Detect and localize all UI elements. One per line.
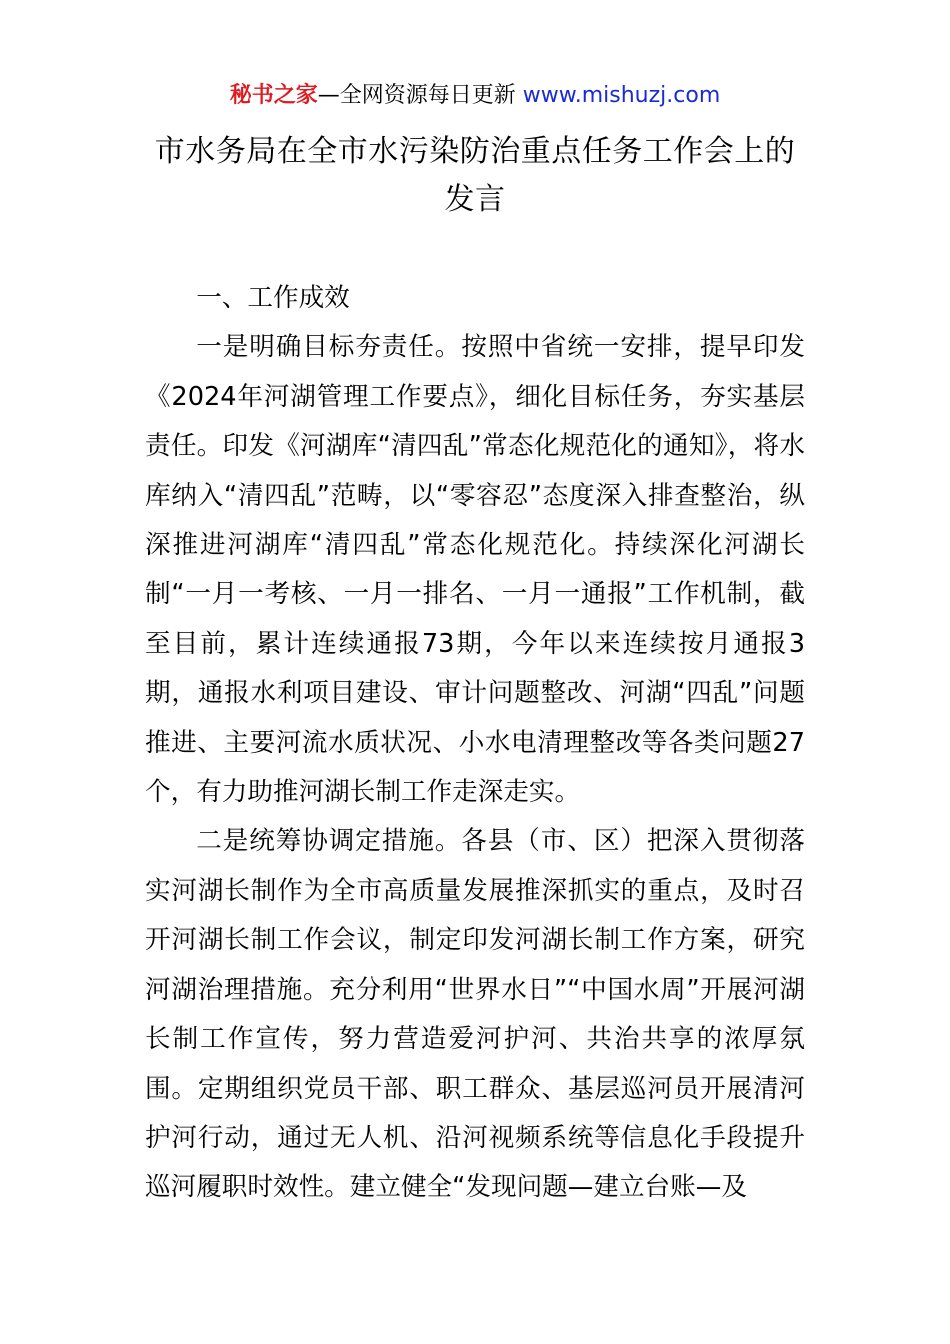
document-body [145,274,805,1213]
website-link[interactable]: www.mishuzj.com [522,83,721,108]
header-slogan: —全网资源每日更新 [317,83,516,108]
brand-name: 秘书之家 [229,83,318,108]
document-title: 市水务局在全市水污染防治重点任务工作会上的发言 [154,134,796,217]
section-heading: 一、工作成效 [196,283,350,313]
paragraph-1: 一是明确目标夯责任。按照中省统一安排，提早印发《2024年河湖管理工作要点》，细化目标任务，夯实基层责任。印发《河湖库“清四乱”常态化规范化的通知》，将水库纳入“清四乱”范畴，以“零容忍”态度深入排查整治，纵深推进河湖库“清四乱”常态化规范化。持续深化河湖长制“一月一考核、一月一排名、一月一通报”工作机制，截至目前，累计连续通报73期，今年以来连续按月通报3期，通报水利项目建设、审计问题整改、河湖“四乱”问题推进、主要河流水质状况、小水电清理整改等各类问题27个，有力助推河湖长制工作走深走实。 [145,332,805,808]
paragraph-2: 二是统筹协调定措施。各县（市、区）把深入贯彻落实河湖长制作为全市高质量发展推深抓实的重点，及时召开河湖长制工作会议，制定印发河湖长制工作方案，研究河湖治理措施。充分利用“世界水日”“中国水周”开展河湖长制工作宣传，努力营造爱河护河、共治共享的浓厚氛围。定期组织党员干部、职工群众、基层巡河员开展清河护河行动，通过无人机、沿河视频系统等信息化手段提升巡河履职时效性。建立健全“发现问题—建立台账—及 [145,826,805,1203]
site-header [0,80,950,112]
